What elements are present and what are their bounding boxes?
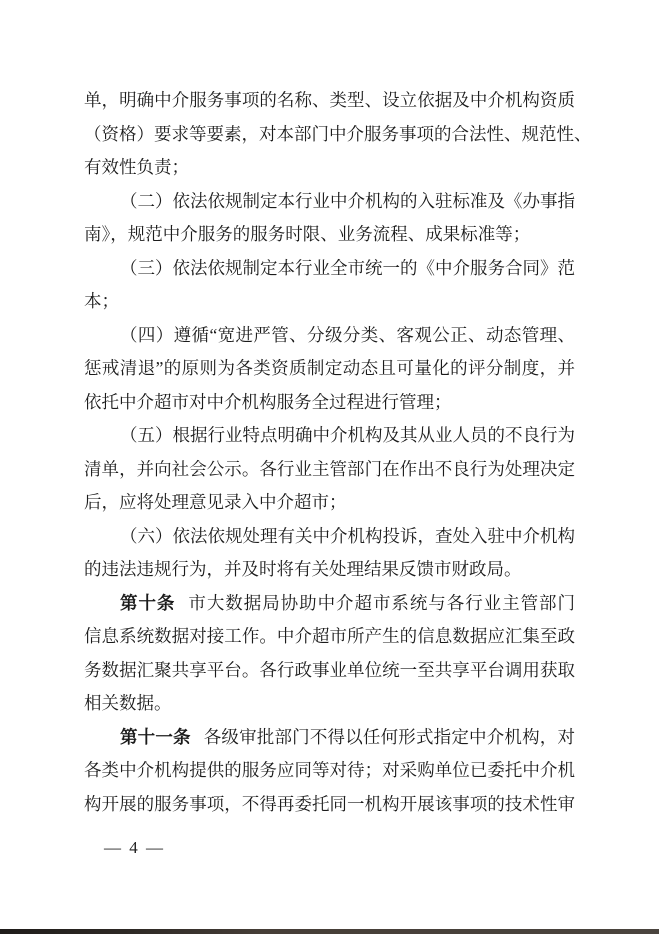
line-text: （五）根据行业特点明确中介机构及其从业人员的不良行为 — [120, 425, 575, 445]
line-text: 依托中介超市对中介机构服务全过程进行管理； — [84, 391, 452, 412]
scan-edge-bar — [0, 929, 659, 934]
text-line — [84, 151, 575, 185]
line-text: 清单，并向社会公示。各行业主管部门在作出不良行为处理决定 — [84, 458, 575, 479]
text-line — [84, 285, 575, 319]
line-text: （六）依法依规处理有关中介机构投诉，查处入驻中介机构 — [120, 525, 575, 546]
text-line — [84, 754, 575, 788]
line-text: 有效性负责； — [84, 157, 189, 177]
text-line — [84, 788, 575, 822]
line-text: 各类中介机构提供的服务应同等对待；对采购单位已委托中介机 — [84, 760, 575, 780]
text-line — [84, 553, 575, 587]
line-text: （三）依法依规制定本行业全市统一的《中介服务合同》范 — [120, 257, 575, 278]
text-line — [84, 252, 575, 286]
line-text: 的违法违规行为，并及时将有关处理结果反馈市财政局。 — [84, 559, 522, 579]
text-line — [84, 587, 575, 621]
text-line — [84, 319, 575, 353]
line-text: 后，应将处理意见录入中介超市； — [84, 492, 347, 512]
line-text: 相关数据。 — [84, 693, 172, 713]
text-line — [84, 84, 575, 118]
text-line — [84, 218, 575, 252]
text-line — [84, 419, 575, 453]
line-text: 信息系统数据对接工作。中介超市所产生的信息数据应汇集至政 — [84, 626, 575, 646]
line-text: 务数据汇聚共享平台。各行政事业单位统一至共享平台调用获取 — [84, 659, 575, 680]
line-text: 惩戒清退”的原则为各类资质制定动态且可量化的评分制度，并 — [84, 358, 575, 378]
text-line — [84, 721, 575, 755]
line-text: （资格）要求等要素，对本部门中介服务事项的合法性、规范性、 — [84, 123, 592, 144]
line-text: （二）依法依规制定本行业中介机构的入驻标准及《办事指 — [120, 190, 575, 211]
line-text: 各级审批部门不得以任何形式指定中介机构，对 — [203, 726, 575, 747]
text-line — [84, 352, 575, 386]
line-text: （四）遵循“宽进严管、分级分类、客观公正、动态管理、 — [120, 324, 575, 345]
line-text: 南》，规范中介服务的服务时限、业务流程、成果标准等； — [84, 224, 531, 244]
text-line — [84, 386, 575, 420]
text-line — [84, 118, 592, 152]
text-line — [84, 687, 575, 721]
article-number: 第十一条 — [120, 726, 191, 747]
text-line — [84, 620, 575, 654]
page-number: — 4 — — [104, 838, 165, 857]
line-text: 构开展的服务事项，不得再委托同一机构开展该事项的技术性审 — [84, 793, 575, 814]
line-text: 市大数据局协助中介超市系统与各行业主管部门 — [188, 592, 576, 613]
text-line — [84, 486, 575, 520]
text-line — [84, 453, 575, 487]
article-number: 第十条 — [120, 592, 176, 613]
document-body — [84, 84, 592, 821]
text-line — [84, 654, 575, 688]
text-line — [84, 520, 575, 554]
line-text: 本； — [84, 291, 119, 311]
line-text: 单，明确中介服务事项的名称、类型、设立依据及中介机构资质 — [84, 90, 575, 110]
text-line — [84, 185, 575, 219]
